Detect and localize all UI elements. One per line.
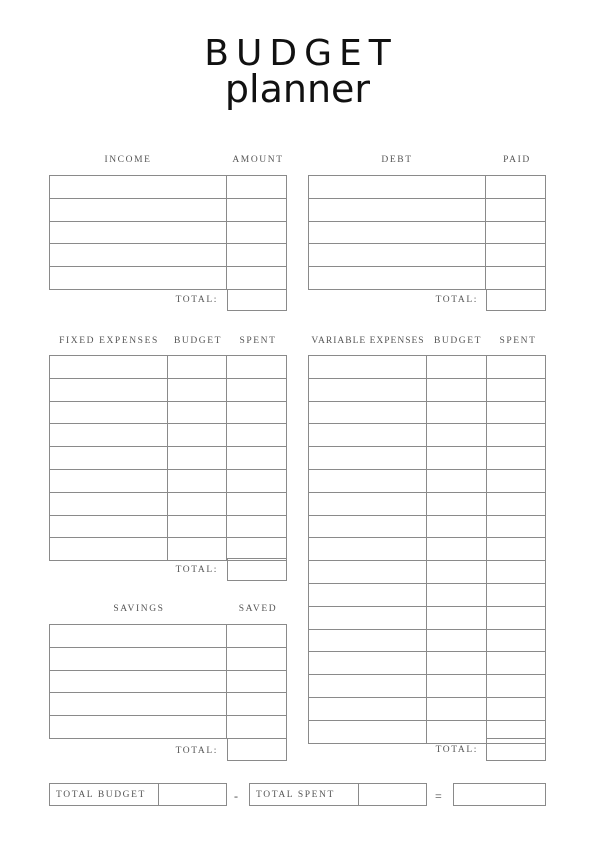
remaining-field[interactable]: [453, 783, 546, 806]
debt-row: [309, 221, 546, 244]
variable-expense-row: [309, 356, 546, 379]
savings-cell[interactable]: [227, 716, 287, 739]
savings-table: [49, 624, 287, 739]
fixed-budget-header: BUDGET: [173, 336, 223, 346]
variable-total-label: TOTAL:: [435, 745, 478, 755]
variable-expense-cell[interactable]: [487, 652, 546, 675]
income-cell[interactable]: [227, 267, 287, 290]
fixed-expense-cell[interactable]: [167, 538, 227, 561]
variable-expense-row: [309, 675, 546, 698]
variable-expense-cell[interactable]: [427, 629, 487, 652]
income-row: [50, 176, 287, 199]
total-budget-box: [49, 783, 227, 806]
savings-cell[interactable]: [227, 670, 287, 693]
variable-expense-cell[interactable]: [309, 515, 427, 538]
debt-table: [308, 175, 546, 290]
income-amount-header: AMOUNT: [232, 155, 284, 165]
variable-expense-row: [309, 447, 546, 470]
savings-cell[interactable]: [50, 693, 227, 716]
variable-expense-row: [309, 424, 546, 447]
page-subtitle: planner: [224, 67, 371, 111]
variable-expense-cell[interactable]: [427, 606, 487, 629]
total-spent-field[interactable]: [359, 784, 427, 805]
savings-cell[interactable]: [50, 716, 227, 739]
fixed-expense-row: [50, 447, 287, 470]
fixed-expense-cell[interactable]: [227, 492, 287, 515]
fixed-expense-cell[interactable]: [50, 356, 168, 379]
fixed-expense-cell[interactable]: [167, 492, 227, 515]
variable-expense-row: [309, 469, 546, 492]
variable-expense-cell[interactable]: [427, 401, 487, 424]
variable-expense-cell[interactable]: [487, 515, 546, 538]
variable-expense-cell[interactable]: [427, 697, 487, 720]
fixed-expense-cell[interactable]: [50, 469, 168, 492]
variable-expense-cell[interactable]: [487, 469, 546, 492]
income-total-field[interactable]: [227, 289, 287, 311]
variable-expense-cell[interactable]: [309, 720, 427, 743]
variable-expense-cell[interactable]: [309, 356, 427, 379]
fixed-total-field[interactable]: [227, 558, 287, 581]
variable-expenses-header: VARIABLE EXPENSES: [311, 336, 425, 346]
variable-expense-cell[interactable]: [309, 447, 427, 470]
variable-expense-cell[interactable]: [309, 561, 427, 584]
variable-expense-cell[interactable]: [487, 675, 546, 698]
variable-expense-cell[interactable]: [309, 401, 427, 424]
variable-expenses-table: [308, 355, 546, 744]
fixed-expense-row: [50, 469, 287, 492]
savings-row: [50, 647, 287, 670]
fixed-expense-row: [50, 424, 287, 447]
variable-expense-cell[interactable]: [427, 378, 487, 401]
debt-cell[interactable]: [309, 267, 486, 290]
debt-cell[interactable]: [309, 244, 486, 267]
variable-expense-cell[interactable]: [427, 583, 487, 606]
savings-header: SAVINGS: [113, 604, 165, 614]
variable-expense-cell[interactable]: [427, 561, 487, 584]
debt-cell[interactable]: [486, 221, 546, 244]
variable-expense-cell[interactable]: [427, 720, 487, 743]
fixed-expense-cell[interactable]: [167, 515, 227, 538]
fixed-expense-cell[interactable]: [167, 401, 227, 424]
income-cell[interactable]: [227, 198, 287, 221]
income-table: [49, 175, 287, 290]
variable-expense-cell[interactable]: [309, 697, 427, 720]
debt-row: [309, 176, 546, 199]
debt-total-label: TOTAL:: [435, 295, 478, 305]
savings-cell[interactable]: [227, 693, 287, 716]
income-cell[interactable]: [227, 221, 287, 244]
variable-expense-cell[interactable]: [427, 538, 487, 561]
variable-expense-cell[interactable]: [487, 538, 546, 561]
fixed-expense-cell[interactable]: [50, 447, 168, 470]
total-budget-label: TOTAL BUDGET: [56, 790, 146, 800]
variable-total-field[interactable]: [486, 738, 546, 761]
variable-expense-cell[interactable]: [427, 424, 487, 447]
debt-total-field[interactable]: [486, 289, 546, 311]
variable-expense-cell[interactable]: [487, 561, 546, 584]
variable-expense-row: [309, 697, 546, 720]
fixed-expense-cell[interactable]: [50, 492, 168, 515]
debt-row: [309, 267, 546, 290]
variable-expense-cell[interactable]: [427, 469, 487, 492]
variable-expense-row: [309, 652, 546, 675]
fixed-expense-cell[interactable]: [50, 378, 168, 401]
savings-row: [50, 693, 287, 716]
variable-expense-cell[interactable]: [309, 469, 427, 492]
fixed-expense-cell[interactable]: [227, 401, 287, 424]
fixed-expense-cell[interactable]: [50, 538, 168, 561]
fixed-expense-cell[interactable]: [167, 424, 227, 447]
fixed-expense-row: [50, 492, 287, 515]
total-spent-label: TOTAL SPENT: [256, 790, 335, 800]
variable-expense-cell[interactable]: [487, 583, 546, 606]
variable-expense-cell[interactable]: [487, 378, 546, 401]
debt-cell[interactable]: [309, 176, 486, 199]
variable-expense-row: [309, 606, 546, 629]
fixed-expenses-header: FIXED EXPENSES: [59, 336, 159, 346]
fixed-expense-cell[interactable]: [227, 424, 287, 447]
income-row: [50, 198, 287, 221]
savings-cell[interactable]: [50, 670, 227, 693]
variable-expense-row: [309, 583, 546, 606]
fixed-expense-cell[interactable]: [227, 515, 287, 538]
variable-expense-cell[interactable]: [427, 492, 487, 515]
variable-expense-row: [309, 561, 546, 584]
savings-cell[interactable]: [227, 647, 287, 670]
variable-expense-cell[interactable]: [309, 606, 427, 629]
savings-row: [50, 625, 287, 648]
variable-expense-cell[interactable]: [309, 538, 427, 561]
income-total-label: TOTAL:: [175, 295, 218, 305]
savings-row: [50, 670, 287, 693]
total-budget-field[interactable]: [159, 784, 227, 805]
total-spent-box: [249, 783, 427, 806]
variable-expense-cell[interactable]: [487, 401, 546, 424]
variable-expense-cell[interactable]: [487, 606, 546, 629]
fixed-expense-cell[interactable]: [50, 401, 168, 424]
debt-paid-header: PAID: [503, 155, 531, 165]
variable-spent-header: SPENT: [499, 336, 537, 346]
variable-expense-row: [309, 538, 546, 561]
income-row: [50, 221, 287, 244]
debt-cell[interactable]: [486, 176, 546, 199]
fixed-expense-cell[interactable]: [50, 424, 168, 447]
variable-expense-cell[interactable]: [487, 356, 546, 379]
variable-expense-cell[interactable]: [487, 629, 546, 652]
debt-cell[interactable]: [486, 198, 546, 221]
income-cell[interactable]: [227, 244, 287, 267]
minus-sign: -: [234, 789, 238, 803]
variable-expense-row: [309, 515, 546, 538]
variable-expense-cell[interactable]: [309, 583, 427, 606]
fixed-expense-row: [50, 356, 287, 379]
debt-header: DEBT: [381, 155, 413, 165]
fixed-total-label: TOTAL:: [175, 565, 218, 575]
variable-expense-cell[interactable]: [487, 424, 546, 447]
income-cell[interactable]: [50, 221, 227, 244]
variable-expense-cell[interactable]: [427, 675, 487, 698]
variable-expense-row: [309, 492, 546, 515]
income-cell[interactable]: [50, 198, 227, 221]
income-cell[interactable]: [50, 244, 227, 267]
fixed-expense-cell[interactable]: [227, 378, 287, 401]
debt-cell[interactable]: [309, 198, 486, 221]
variable-expense-cell[interactable]: [487, 447, 546, 470]
fixed-expense-cell[interactable]: [167, 378, 227, 401]
income-cell[interactable]: [227, 176, 287, 199]
fixed-expense-row: [50, 515, 287, 538]
savings-total-label: TOTAL:: [175, 746, 218, 756]
variable-expense-cell[interactable]: [309, 424, 427, 447]
variable-expense-row: [309, 629, 546, 652]
variable-expense-cell[interactable]: [427, 356, 487, 379]
variable-expense-cell[interactable]: [487, 492, 546, 515]
fixed-expense-cell[interactable]: [227, 447, 287, 470]
debt-cell[interactable]: [309, 221, 486, 244]
fixed-expense-row: [50, 401, 287, 424]
income-cell[interactable]: [50, 176, 227, 199]
fixed-expense-cell[interactable]: [227, 356, 287, 379]
variable-expense-cell[interactable]: [487, 697, 546, 720]
fixed-expense-cell[interactable]: [50, 515, 168, 538]
savings-cell[interactable]: [50, 625, 227, 648]
page-title: BUDGET: [204, 33, 398, 74]
variable-expense-cell[interactable]: [427, 652, 487, 675]
income-row: [50, 267, 287, 290]
fixed-expense-cell[interactable]: [167, 356, 227, 379]
variable-expense-cell[interactable]: [309, 378, 427, 401]
variable-expense-row: [309, 401, 546, 424]
variable-expense-cell[interactable]: [309, 675, 427, 698]
fixed-expense-cell[interactable]: [227, 469, 287, 492]
variable-expense-row: [309, 378, 546, 401]
savings-cell[interactable]: [227, 625, 287, 648]
savings-row: [50, 716, 287, 739]
income-header: INCOME: [104, 155, 152, 165]
debt-cell[interactable]: [486, 244, 546, 267]
savings-saved-header: SAVED: [238, 604, 278, 614]
income-cell[interactable]: [50, 267, 227, 290]
fixed-expenses-table: [49, 355, 287, 561]
fixed-spent-header: SPENT: [239, 336, 277, 346]
variable-expense-cell[interactable]: [309, 629, 427, 652]
savings-total-field[interactable]: [227, 738, 287, 761]
debt-row: [309, 198, 546, 221]
fixed-expense-row: [50, 378, 287, 401]
income-row: [50, 244, 287, 267]
variable-expense-cell[interactable]: [309, 492, 427, 515]
fixed-expense-cell[interactable]: [167, 469, 227, 492]
fixed-expense-cell[interactable]: [167, 447, 227, 470]
variable-budget-header: BUDGET: [433, 336, 483, 346]
debt-cell[interactable]: [486, 267, 546, 290]
equals-sign: =: [435, 789, 442, 803]
savings-cell[interactable]: [50, 647, 227, 670]
variable-expense-cell[interactable]: [427, 515, 487, 538]
variable-expense-cell[interactable]: [309, 652, 427, 675]
variable-expense-cell[interactable]: [427, 447, 487, 470]
debt-row: [309, 244, 546, 267]
